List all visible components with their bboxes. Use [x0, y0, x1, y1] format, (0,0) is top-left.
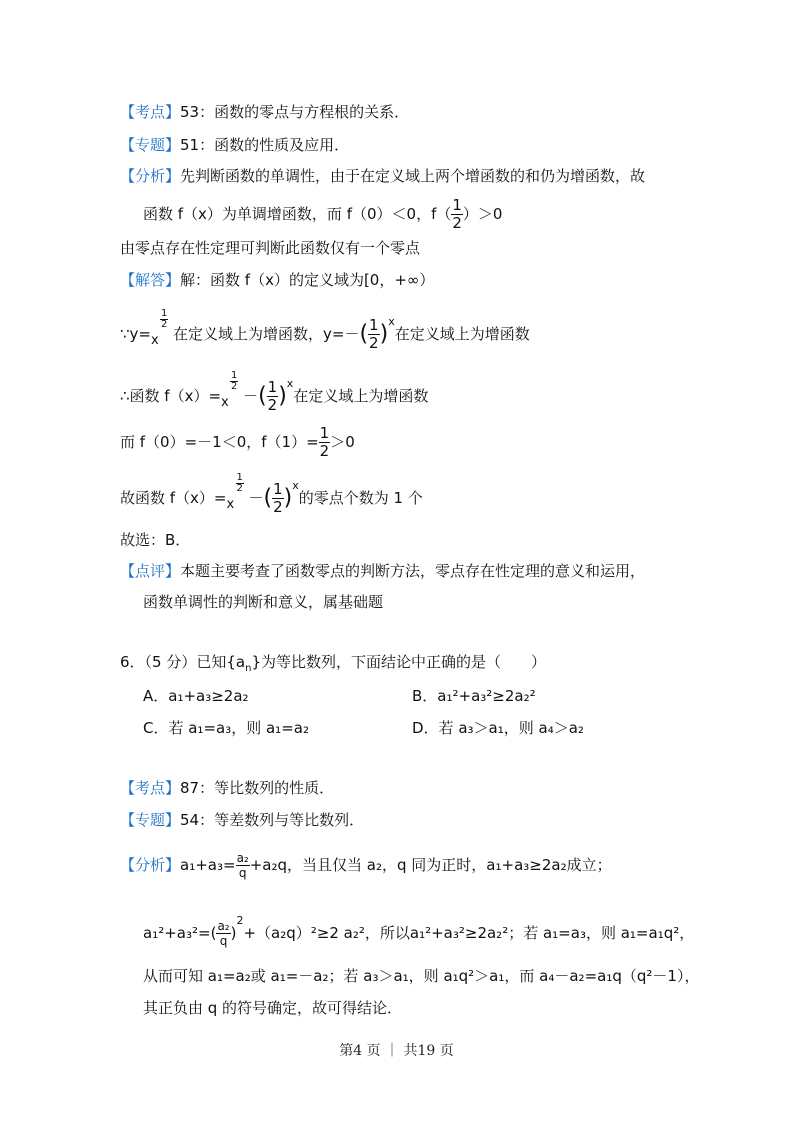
fraction-one-half: $\frac{1}{2}$ [319, 424, 330, 460]
q5-therefore-line: ∴函数 f（x）= x 1 2 －( $\frac{1}{2}$ )$^x$在定义域上为增函数 [120, 369, 429, 414]
q5-jieda-line-1 [120, 270, 434, 290]
fenxi-text-3: 由零点存在性定理可判断此函数仅有一个零点 [120, 239, 421, 257]
fraction-one-half: $\frac{1}{2}$ [369, 316, 379, 352]
q6-fenxi-line-1: 【分析】a₁+a₃= $\frac{\text{a₂}}{q}$ +a₂q，当且仅当 a₂，q 同为正时，a₁+a₃≥2a₂成立； [120, 851, 612, 880]
x-power-half: x 1 2 [221, 369, 238, 410]
dianping-tag: 【点评】 [120, 562, 181, 580]
q6-option-a[interactable]: A．a₁+a₃≥2a₂ [143, 687, 249, 705]
x-power-half: x 1 2 [151, 307, 168, 348]
fenxi-text-2a: 函数 f（x）为单调增函数，而 f（0）＜0，f（ [143, 205, 452, 223]
fenxi-text-2b: ）＞0 [462, 205, 503, 223]
q6-stem: 6．（5 分）已知$\{a_n\}$为等比数列，下面结论中正确的是（ ） [120, 653, 546, 674]
q5-fenxi-line-3 [120, 238, 420, 258]
q6-option-c[interactable]: C．若 a₁=a₃，则 a₁=a₂ [143, 719, 309, 737]
fenxi-text-1: 先判断函数的单调性，由于在定义域上两个增函数的和仍为增函数，故 [180, 167, 646, 185]
q6-option-d[interactable]: D．若 a₃＞a₁，则 a₄＞a₂ [412, 719, 584, 737]
fraction-one-half: $\frac{1}{2}$ [267, 378, 278, 414]
fraction-one-half: $\frac{1}{2}$ [273, 480, 283, 516]
fraction-a2-over-q: $\frac{\text{a₂}}{q}$ [217, 919, 230, 948]
kaodian-text: 53：函数的零点与方程根的关系． [180, 103, 410, 121]
q6-fenxi-line-2: a₁²+a₃²=( $\frac{\text{a₂}}{q}$ )$^2$+（a₂q）²≥2 a₂²，所以a₁²+a₃²≥2a₂²；若 a₁=a₃，则 a₁=a₁q²， [143, 914, 695, 948]
fraction-one-half: $\frac{1}{2}$ [452, 196, 462, 232]
q6-option-b[interactable]: B．a₁²+a₃²≥2a₂² [412, 687, 536, 705]
q5-answer-line: 故选：B． [120, 531, 191, 549]
fraction-a2-over-q: $\frac{\text{a₂}}{q}$ [236, 851, 249, 880]
q5-kaodian-line [120, 102, 409, 122]
jieda-text-1: 解：函数 f（x）的定义域为[0，+∞） [180, 271, 435, 289]
q5-fenxi-line-2 [143, 196, 503, 232]
q5-fenxi-line-1 [120, 166, 645, 186]
q5-zhuanti-line [120, 135, 349, 155]
q6-kaodian-line: 【考点】87：等比数列的性质． [120, 779, 335, 797]
fenxi-tag: 【分析】 [120, 167, 181, 185]
zhuanti-tag: 【专题】 [120, 136, 181, 154]
jieda-tag: 【解答】 [120, 271, 181, 289]
q5-gu-line: 故函数 f（x）= x 1 2 －( $\frac{1}{2}$ )$^x$的零点个数为 1 个 [120, 471, 423, 516]
q6-zhuanti-line: 【专题】54：等差数列与等比数列． [120, 811, 365, 829]
q6-fenxi-line-3: 从而可知 a₁=a₂或 a₁=－a₂；若 a₃＞a₁，则 a₁q²＞a₁，而 a₄－a₂=a₁q（q²－1）， [143, 967, 700, 985]
q5-dianping-line-2: 函数单调性的判断和意义，属基础题 [143, 593, 384, 611]
q5-dianping-line-1: 【点评】本题主要考查了函数零点的判断方法，零点存在性定理的意义和运用， [120, 562, 646, 580]
q5-because-line: ∵y= x 1 2 在定义域上为增函数，y=－( $\frac{1}{2}$ )$^x$在定义域上为增函数 [120, 307, 530, 352]
fenxi-tag: 【分析】 [120, 856, 181, 874]
kaodian-tag: 【考点】 [120, 779, 181, 797]
kaodian-tag: 【考点】 [120, 103, 181, 121]
q6-fenxi-line-4: 其正负由 q 的符号确定，故可得结论． [143, 999, 403, 1017]
zhuanti-tag: 【专题】 [120, 811, 181, 829]
q5-er-line: 而 f（0）=－1＜0，f（1）= $\frac{1}{2}$ ＞0 [120, 424, 355, 460]
zhuanti-text: 51：函数的性质及应用． [180, 136, 350, 154]
x-power-half: x 1 2 [226, 471, 243, 512]
page-footer: 第4 页 ｜ 共19 页 [339, 1043, 454, 1059]
